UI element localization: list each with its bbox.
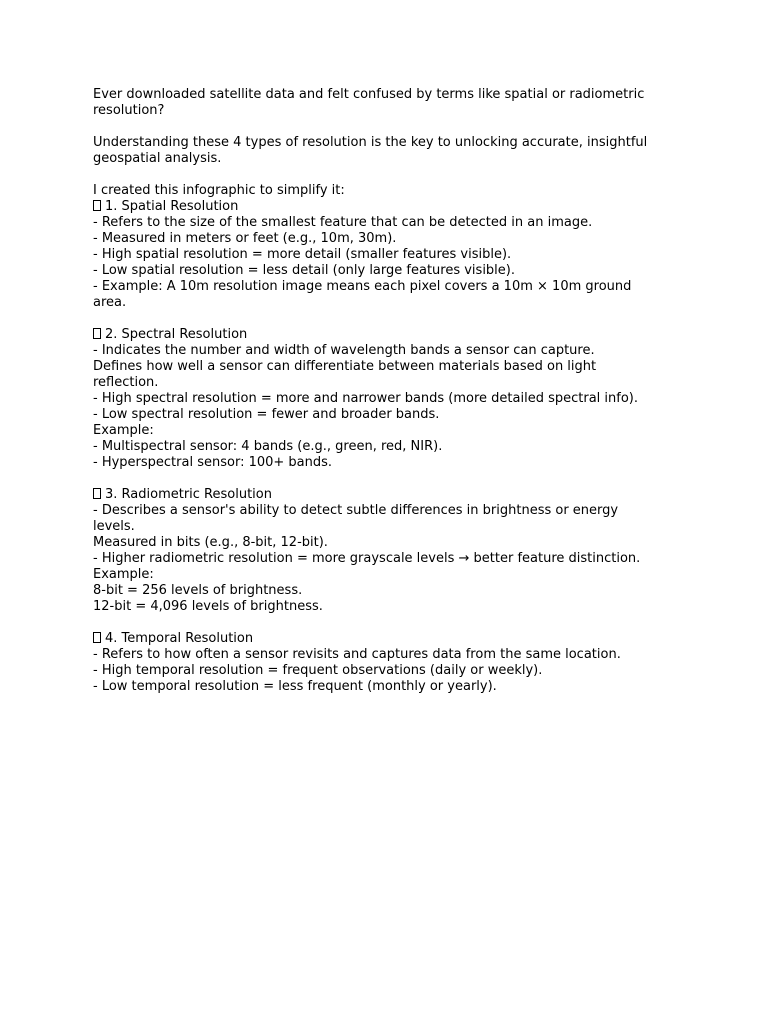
section-line: reflection. <box>93 375 159 390</box>
section-heading-spatial <box>93 199 683 215</box>
section-line: 8-bit = 256 levels of brightness. <box>93 583 303 598</box>
section-line: - High spatial resolution = more detail (smaller features visible). <box>93 247 512 262</box>
intro-line: geospatial analysis. <box>93 151 222 166</box>
section-heading-temporal <box>93 631 683 647</box>
section-title: 2. Spectral Resolution <box>105 327 248 342</box>
emoji-icon <box>93 328 101 339</box>
paragraph-gap <box>93 311 683 327</box>
section-line: - Refers to the size of the smallest feature that can be detected in an image. <box>93 215 593 230</box>
intro-line: I created this infographic to simplify it: <box>93 183 345 198</box>
section-line: - Indicates the number and width of wavelength bands a sensor can capture. <box>93 343 595 358</box>
section-line: - Example: A 10m resolution image means each pixel covers a 10m × 10m ground <box>93 279 632 294</box>
section-line: levels. <box>93 519 135 534</box>
section-line: - Low spatial resolution = less detail (only large features visible). <box>93 263 515 278</box>
section-line: - Measured in meters or feet (e.g., 10m, 30m). <box>93 231 397 246</box>
section-heading-spectral <box>93 327 683 343</box>
section-line: Example: <box>93 567 154 582</box>
paragraph-gap <box>93 119 683 135</box>
section-line: - Describes a sensor's ability to detect subtle differences in brightness or energy <box>93 503 619 518</box>
section-line: - Hyperspectral sensor: 100+ bands. <box>93 455 333 470</box>
paragraph-gap <box>93 167 683 183</box>
section-line: 12-bit = 4,096 levels of brightness. <box>93 599 323 614</box>
section-line: - High spectral resolution = more and narrower bands (more detailed spectral info). <box>93 391 639 406</box>
section-line: Measured in bits (e.g., 8-bit, 12-bit). <box>93 535 328 550</box>
section-title: 3. Radiometric Resolution <box>105 487 272 502</box>
section-line: Defines how well a sensor can differentiate between materials based on light <box>93 359 597 374</box>
paragraph-gap <box>93 471 683 487</box>
section-line: - Multispectral sensor: 4 bands (e.g., green, red, NIR). <box>93 439 443 454</box>
section-heading-radiometric <box>93 487 683 503</box>
section-line: area. <box>93 295 127 310</box>
section-line: - Refers to how often a sensor revisits and captures data from the same location. <box>93 647 621 662</box>
section-line: - High temporal resolution = frequent observations (daily or weekly). <box>93 663 543 678</box>
intro-line: Ever downloaded satellite data and felt confused by terms like spatial or radiometric <box>93 87 645 102</box>
section-line: Example: <box>93 423 154 438</box>
emoji-icon <box>93 632 101 643</box>
section-line: - Higher radiometric resolution = more grayscale levels → better feature distinction. <box>93 551 641 566</box>
intro-line: Understanding these 4 types of resolution is the key to unlocking accurate, insightful <box>93 135 648 150</box>
section-line: - Low temporal resolution = less frequent (monthly or yearly). <box>93 679 497 694</box>
intro-line: resolution? <box>93 103 165 118</box>
emoji-icon <box>93 488 101 499</box>
section-line: - Low spectral resolution = fewer and broader bands. <box>93 407 440 422</box>
section-title: 1. Spatial Resolution <box>105 199 239 214</box>
section-title: 4. Temporal Resolution <box>105 631 254 646</box>
document-page <box>93 87 683 695</box>
paragraph-gap <box>93 615 683 631</box>
emoji-icon <box>93 200 101 211</box>
